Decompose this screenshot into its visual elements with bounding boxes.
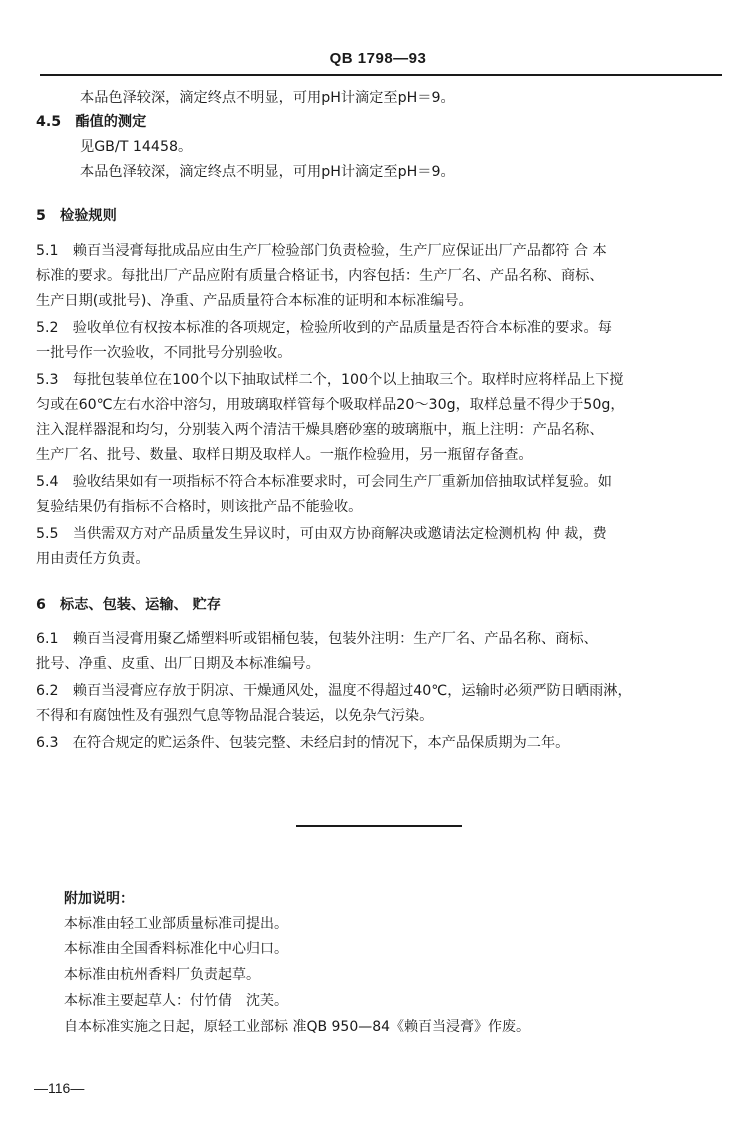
- paragraph-line: 本品色泽较深，滴定终点不明显，可用pH计滴定至pH＝9。: [80, 90, 455, 106]
- clause-5-1-line: 5.1 赖百当浸膏每批成品应由生产厂检验部门负责检验，生产厂应保证出厂产品都符 合 本: [36, 243, 607, 259]
- clause-6-1-line: 6.1 赖百当浸膏用聚乙烯塑料听或铝桶包装，包装外注明：生产厂名、产品名称、商标、: [36, 631, 598, 647]
- clause-5-2-line: 5.2 验收单位有权按本标准的各项规定，检验所收到的产品质量是否符合本标准的要求。每: [36, 320, 612, 336]
- clause-5-4-line: 复验结果仍有指标不合格时，则该批产品不能验收。: [36, 499, 363, 515]
- page-number: —116—: [34, 1080, 85, 1096]
- clause-5-3-line: 5.3 每批包装单位在100个以下抽取试样二个，100个以上抽取三个。取样时应将样品上下搅: [36, 372, 624, 388]
- clause-5-3-line: 生产厂名、批号、数量、取样日期及取样人。一瓶作检验用，另一瓶留存备查。: [36, 447, 533, 463]
- section-separator: [296, 825, 462, 827]
- standard-code-header: QB 1798—93: [329, 50, 427, 67]
- section-5-heading: 5 检验规则: [36, 208, 117, 224]
- clause-5-3-line: 注入混样器混和均匀，分别装入两个清洁干燥具磨砂塞的玻璃瓶中，瓶上注明：产品名称、: [36, 422, 604, 438]
- clause-6-2-line: 6.2 赖百当浸膏应存放于阴凉、干燥通风处，温度不得超过40℃，运输时必须严防日晒雨淋，: [36, 683, 632, 699]
- note-line: 本标准由轻工业部质量标准司提出。: [64, 916, 288, 932]
- clause-5-4-line: 5.4 验收结果如有一项指标不符合本标准要求时，可会同生产厂重新加倍抽取试样复验。如: [36, 474, 612, 490]
- clause-6-2-line: 不得和有腐蚀性及有强烈气息等物品混合装运，以免杂气污染。: [36, 708, 434, 724]
- section-4-5-heading: 4.5 酯值的测定: [36, 114, 147, 130]
- clause-6-1-line: 批号、净重、皮重、出厂日期及本标准编号。: [36, 656, 320, 672]
- note-line: 本标准由杭州香料厂负责起草。: [64, 967, 260, 983]
- paragraph-line: 见GB/T 14458。: [80, 139, 193, 155]
- note-line: 本标准主要起草人：付竹倩 沈芙。: [64, 993, 288, 1009]
- clause-5-3-line: 匀或在60℃左右水浴中溶匀，用玻璃取样管每个吸取样品20～30g，取样总量不得少于50g，: [36, 397, 625, 413]
- clause-5-5-line: 用由责任方负责。: [36, 551, 150, 567]
- header-rule: [40, 74, 722, 76]
- note-line: 自本标准实施之日起，原轻工业部标 准QB 950—84《赖百当浸膏》作废。: [64, 1019, 531, 1035]
- clause-6-3-line: 6.3 在符合规定的贮运条件、包装完整、未经启封的情况下，本产品保质期为二年。: [36, 735, 570, 751]
- clause-5-5-line: 5.5 当供需双方对产品质量发生异议时，可由双方协商解决或邀请法定检测机构 仲 裁，费: [36, 526, 607, 542]
- clause-5-1-line: 标准的要求。每批出厂产品应附有质量合格证书，内容包括：生产厂名、产品名称、商标、: [36, 268, 604, 284]
- paragraph-line: 本品色泽较深，滴定终点不明显，可用pH计滴定至pH＝9。: [80, 164, 455, 180]
- section-6-heading: 6 标志、包装、运输、 贮存: [36, 597, 222, 613]
- note-line: 本标准由全国香料标准化中心归口。: [64, 941, 288, 957]
- clause-5-1-line: 生产日期(或批号)、净重、产品质量符合本标准的证明和本标准编号。: [36, 293, 473, 309]
- notes-title: 附加说明：: [64, 891, 134, 907]
- clause-5-2-line: 一批号作一次验收，不同批号分别验收。: [36, 345, 292, 361]
